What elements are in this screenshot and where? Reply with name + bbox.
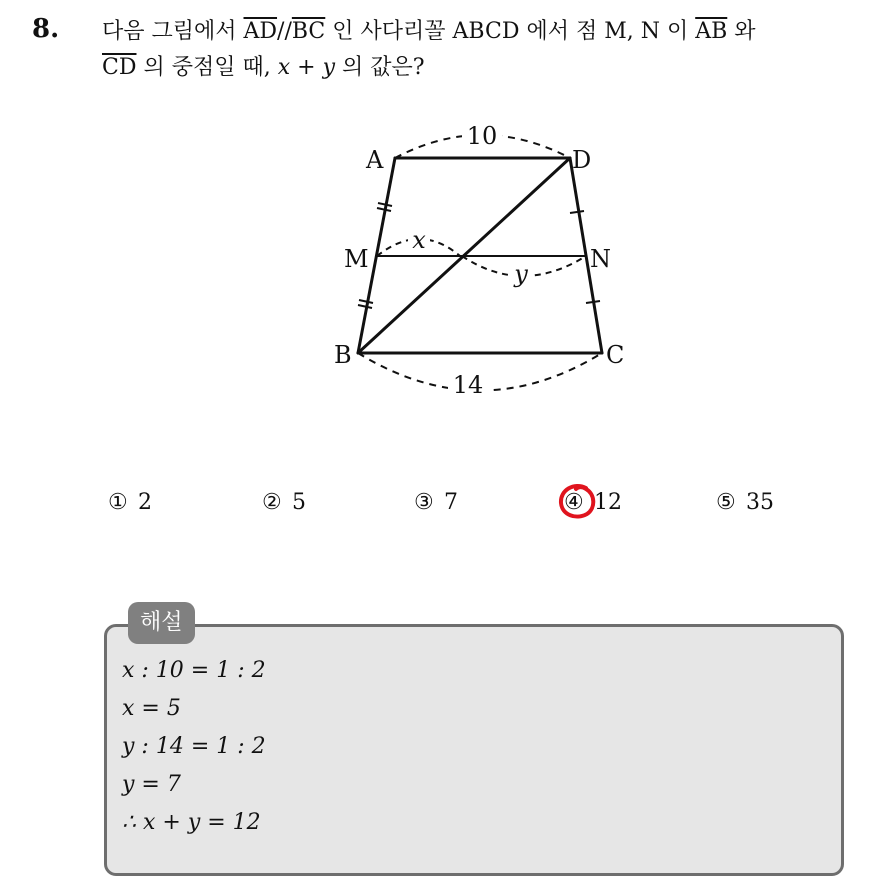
solution-tag: 해설 [128, 602, 195, 644]
choice-1[interactable] [108, 486, 152, 520]
segment-cd: $\overline{CD}$ [102, 55, 137, 80]
variable-x: x [277, 55, 291, 80]
bottom-length-label: 14 [452, 371, 484, 399]
question-text [102, 14, 872, 86]
solution-lines [122, 654, 266, 844]
choice-value: 7 [444, 490, 458, 515]
vertex-n: N [590, 245, 611, 273]
choice-2[interactable] [262, 486, 306, 520]
trapezoid-figure [300, 110, 640, 410]
choice-value: 5 [292, 490, 306, 515]
vertex-b: B [334, 341, 352, 369]
vertex-c: C [606, 341, 625, 369]
choice-5[interactable] [716, 486, 774, 520]
choice-4[interactable] [564, 486, 622, 520]
choice-value: 35 [746, 490, 774, 515]
plus-sign: + [290, 55, 323, 80]
question-text-part: 다음 그림에서 [102, 19, 244, 44]
choice-marker: ⑤ [716, 490, 736, 515]
selected-answer-circle-icon [556, 482, 598, 522]
solution-line: ∴ x + y = 12 [122, 810, 261, 835]
question-text-part: 인 사다리꼴 ABCD 에서 점 M, N 이 [325, 19, 696, 44]
parallel-symbol: // [277, 19, 292, 44]
choice-marker: ① [108, 490, 128, 515]
variable-y: y [322, 55, 335, 80]
solution-line: y : 14 = 1 : 2 [122, 734, 266, 759]
choice-marker: ② [262, 490, 282, 515]
question-text-part: 의 중점일 때, [136, 55, 278, 80]
solution-line: y = 7 [122, 772, 181, 797]
choice-marker: ③ [414, 490, 434, 515]
question-number: 8. [32, 14, 60, 44]
vertex-a: A [366, 146, 384, 174]
choice-value: 2 [138, 490, 152, 515]
segment-ad: $\overline{AD}$ [243, 19, 278, 44]
top-length-label: 10 [466, 122, 498, 150]
vertex-m: M [344, 245, 369, 273]
solution-line: x : 10 = 1 : 2 [122, 658, 266, 683]
choice-marker: ④ [564, 490, 584, 515]
solution-line: x = 5 [122, 696, 181, 721]
choice-value: 12 [594, 490, 622, 515]
segment-bc: $\overline{BC}$ [291, 19, 326, 44]
choice-3[interactable] [414, 486, 458, 520]
answer-choices [108, 486, 868, 520]
question-text-part: 의 값은? [335, 55, 425, 80]
segment-ab: $\overline{AB}$ [695, 19, 728, 44]
variable-x-label: x [412, 226, 426, 254]
vertex-d: D [572, 146, 592, 174]
question-text-part: 와 [727, 19, 756, 44]
variable-y-label: y [514, 260, 528, 288]
